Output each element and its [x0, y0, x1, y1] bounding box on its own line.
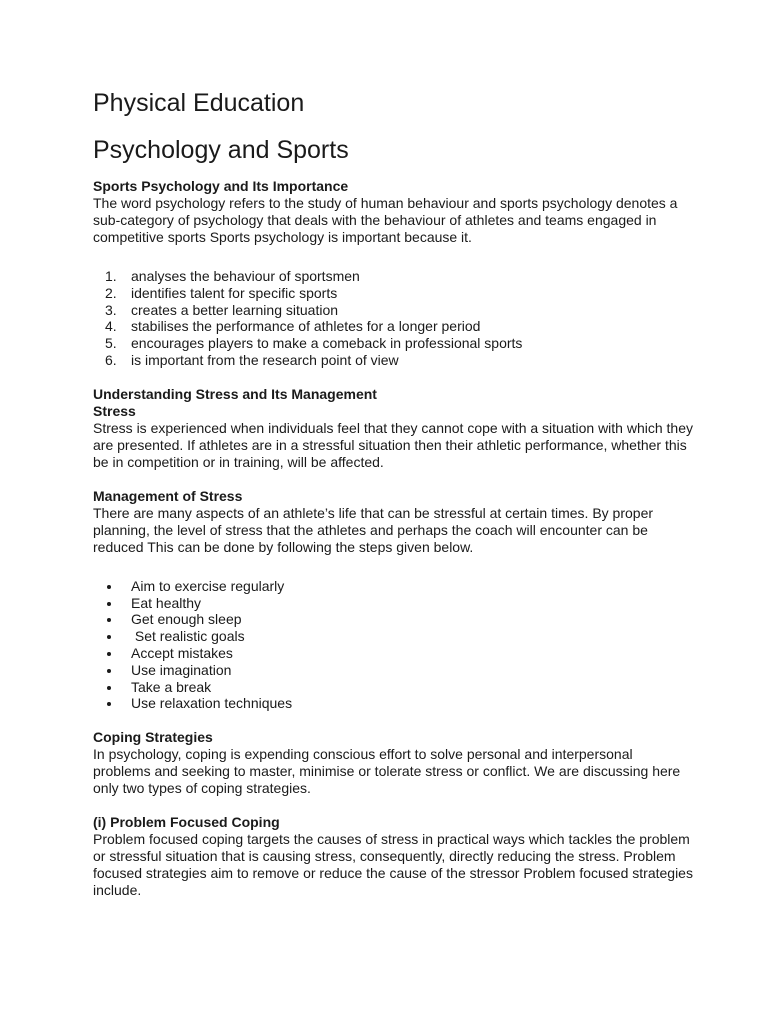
list-item: Take a break	[93, 679, 693, 696]
list-item: Use relaxation techniques	[93, 695, 693, 712]
bullet-icon	[107, 585, 111, 589]
list-item: Get enough sleep	[93, 611, 693, 628]
list-item: 2. identifies talent for specific sports	[105, 284, 338, 301]
bullet-icon	[107, 669, 111, 673]
page-title: Physical Education	[93, 89, 305, 117]
list-item: Set realistic goals	[93, 628, 693, 645]
list-item: 1. analyses the behaviour of sportsmen	[105, 268, 360, 284]
section-heading: (i) Problem Focused Coping	[93, 814, 280, 831]
section-paragraph: There are many aspects of an athlete’s life that can be stressful at certain times. By proper planning, the level of stress that the athletes and perhaps the coach will encounter can be reduced This can be done by following the steps given below.	[93, 504, 654, 555]
list-item: Use imagination	[93, 662, 693, 679]
list-item: 5. encourages players to make a comeback in professional sports	[105, 335, 523, 352]
section-heading: Coping Strategies	[93, 729, 213, 746]
section-heading: Sports Psychology and Its Importance	[93, 178, 349, 194]
list-item: Aim to exercise regularly	[93, 578, 693, 595]
section-subheading: Stress	[93, 402, 136, 419]
stress-tips-list	[93, 578, 693, 712]
bullet-icon	[107, 686, 111, 690]
section-coping-strategies	[93, 729, 693, 797]
section-paragraph: In psychology, coping is expending conscious effort to solve personal and interpersonal problems and seeking to master, minimise or tolerate stress or conflict. We are discussing here only two types of coping strategies.	[93, 746, 681, 797]
document-page	[93, 86, 693, 899]
bullet-icon	[107, 702, 111, 706]
section-paragraph: Stress is experienced when individuals feel that they cannot cope with a situation with which they are presented. If athletes are in a stressful situation then their athletic performance, whether this be in competition or in training, will be affected.	[93, 419, 694, 470]
list-item: Accept mistakes	[93, 645, 693, 662]
section-sports-psychology	[93, 178, 693, 246]
bullet-icon	[107, 602, 111, 606]
section-heading: Management of Stress	[93, 487, 243, 504]
bullet-icon	[107, 652, 111, 656]
list-item: Eat healthy	[93, 595, 693, 612]
list-item: 3. creates a better learning situation	[105, 301, 339, 318]
section-paragraph: Problem focused coping targets the causes of stress in practical ways which tackles the problem or stressful situation that is causing stress, consequently, directly reducing the stress. Problem focused strategies aim to remove or reduce the cause of the stressor Problem focused strategies include.	[93, 831, 693, 899]
importance-list	[93, 268, 693, 369]
page-subtitle: Psychology and Sports	[93, 136, 349, 164]
list-item: 6. is important from the research point of view	[105, 351, 399, 368]
list-item: 4. stabilises the performance of athletes for a longer period	[105, 318, 481, 335]
bullet-icon	[107, 618, 111, 622]
section-problem-focused-coping	[93, 814, 693, 899]
section-stress-management	[93, 488, 693, 556]
bullet-icon	[107, 635, 111, 639]
section-heading: Understanding Stress and Its Management	[93, 385, 377, 402]
section-stress	[93, 386, 693, 471]
section-paragraph: The word psychology refers to the study of human behaviour and sports psychology denotes a sub-category of psychology that deals with the behaviour of athletes and teams engaged in competitive sports Sports psychology is important because it.	[93, 195, 678, 245]
